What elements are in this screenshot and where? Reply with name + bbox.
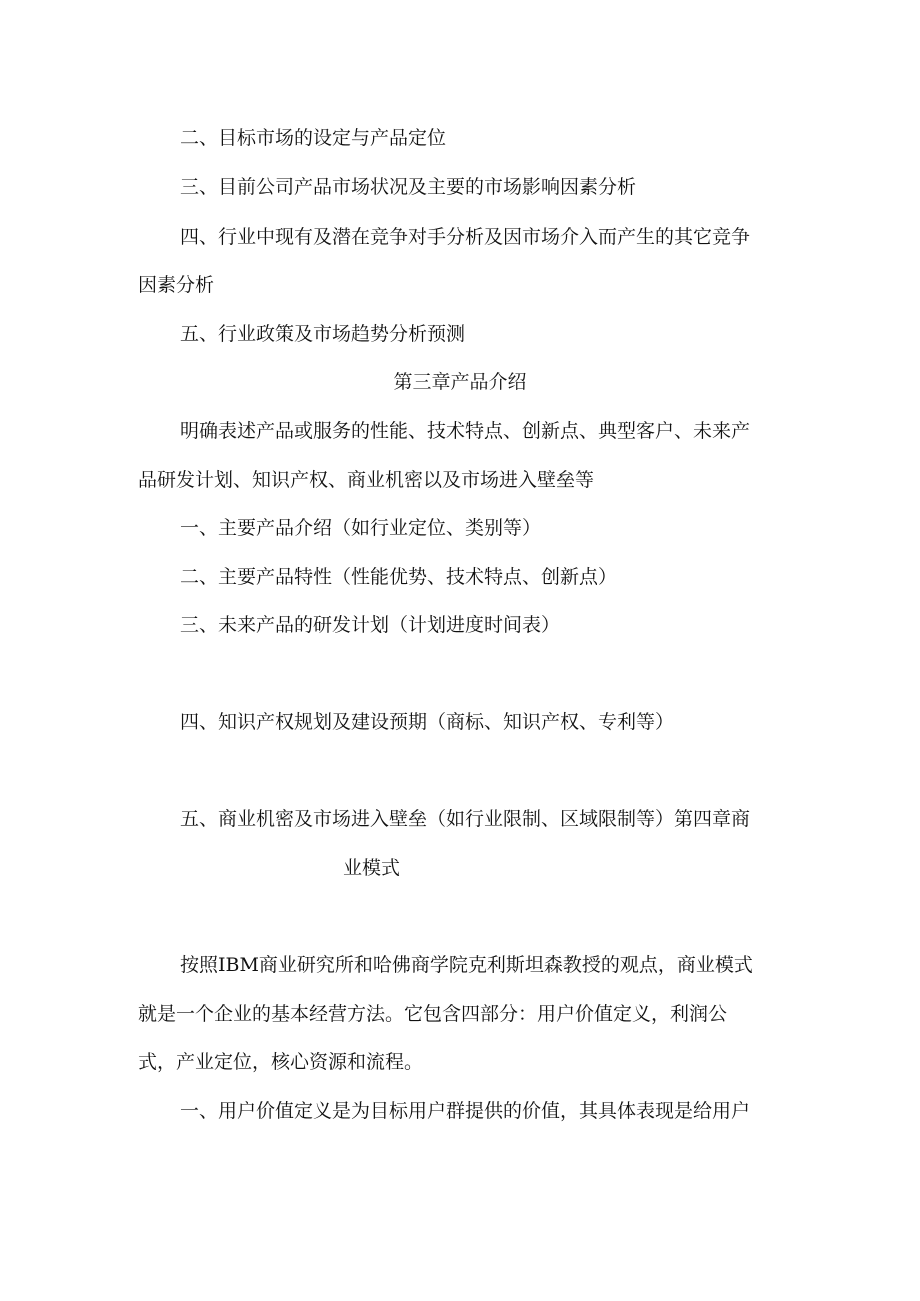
section-heading-market-status: 三、目前公司产品市场状况及主要的市场影响因素分析: [180, 176, 637, 198]
business-model-para-line1: 按照IBM商业研究所和哈佛商学院克利斯坦森教授的观点，商业模式: [180, 954, 753, 976]
product-item-trade-secrets-line2: 业模式: [343, 857, 401, 879]
product-item-features: 二、主要产品特性（性能优势、技术特点、创新点）: [180, 566, 618, 588]
section-heading-target-market: 二、目标市场的设定与产品定位: [180, 127, 447, 149]
product-item-trade-secrets-line1: 五、商业机密及市场进入壁垒（如行业限制、区域限制等）第四章商: [180, 808, 751, 830]
user-value-para-line1: 一、用户价值定义是为目标用户群提供的价值，其具体表现是给用户: [180, 1100, 751, 1122]
product-item-main-products: 一、主要产品介绍（如行业定位、类别等）: [180, 517, 542, 539]
section-heading-competitors-line2: 因素分析: [138, 274, 215, 296]
business-model-para-line3: 式，产业定位，核心资源和流程。: [138, 1051, 424, 1073]
business-model-para-line2: 就是一个企业的基本经营方法。它包含四部分：用户价值定义，利润公: [138, 1003, 728, 1025]
chapter-title-product-intro: 第三章产品介绍: [393, 371, 527, 393]
section-heading-competitors-line1: 四、行业中现有及潜在竞争对手分析及因市场介入而产生的其它竞争: [180, 226, 751, 248]
section-heading-policy-trends: 五、行业政策及市场趋势分析预测: [180, 323, 466, 345]
product-item-ip-plan: 四、知识产权规划及建设预期（商标、知识产权、专利等）: [180, 711, 675, 733]
chapter-intro-line2: 品研发计划、知识产权、商业机密以及市场进入壁垒等: [138, 469, 595, 491]
product-item-rd-plan: 三、未来产品的研发计划（计划进度时间表）: [180, 614, 561, 636]
chapter-intro-line1: 明确表述产品或服务的性能、技术特点、创新点、典型客户、未来产: [180, 420, 751, 442]
